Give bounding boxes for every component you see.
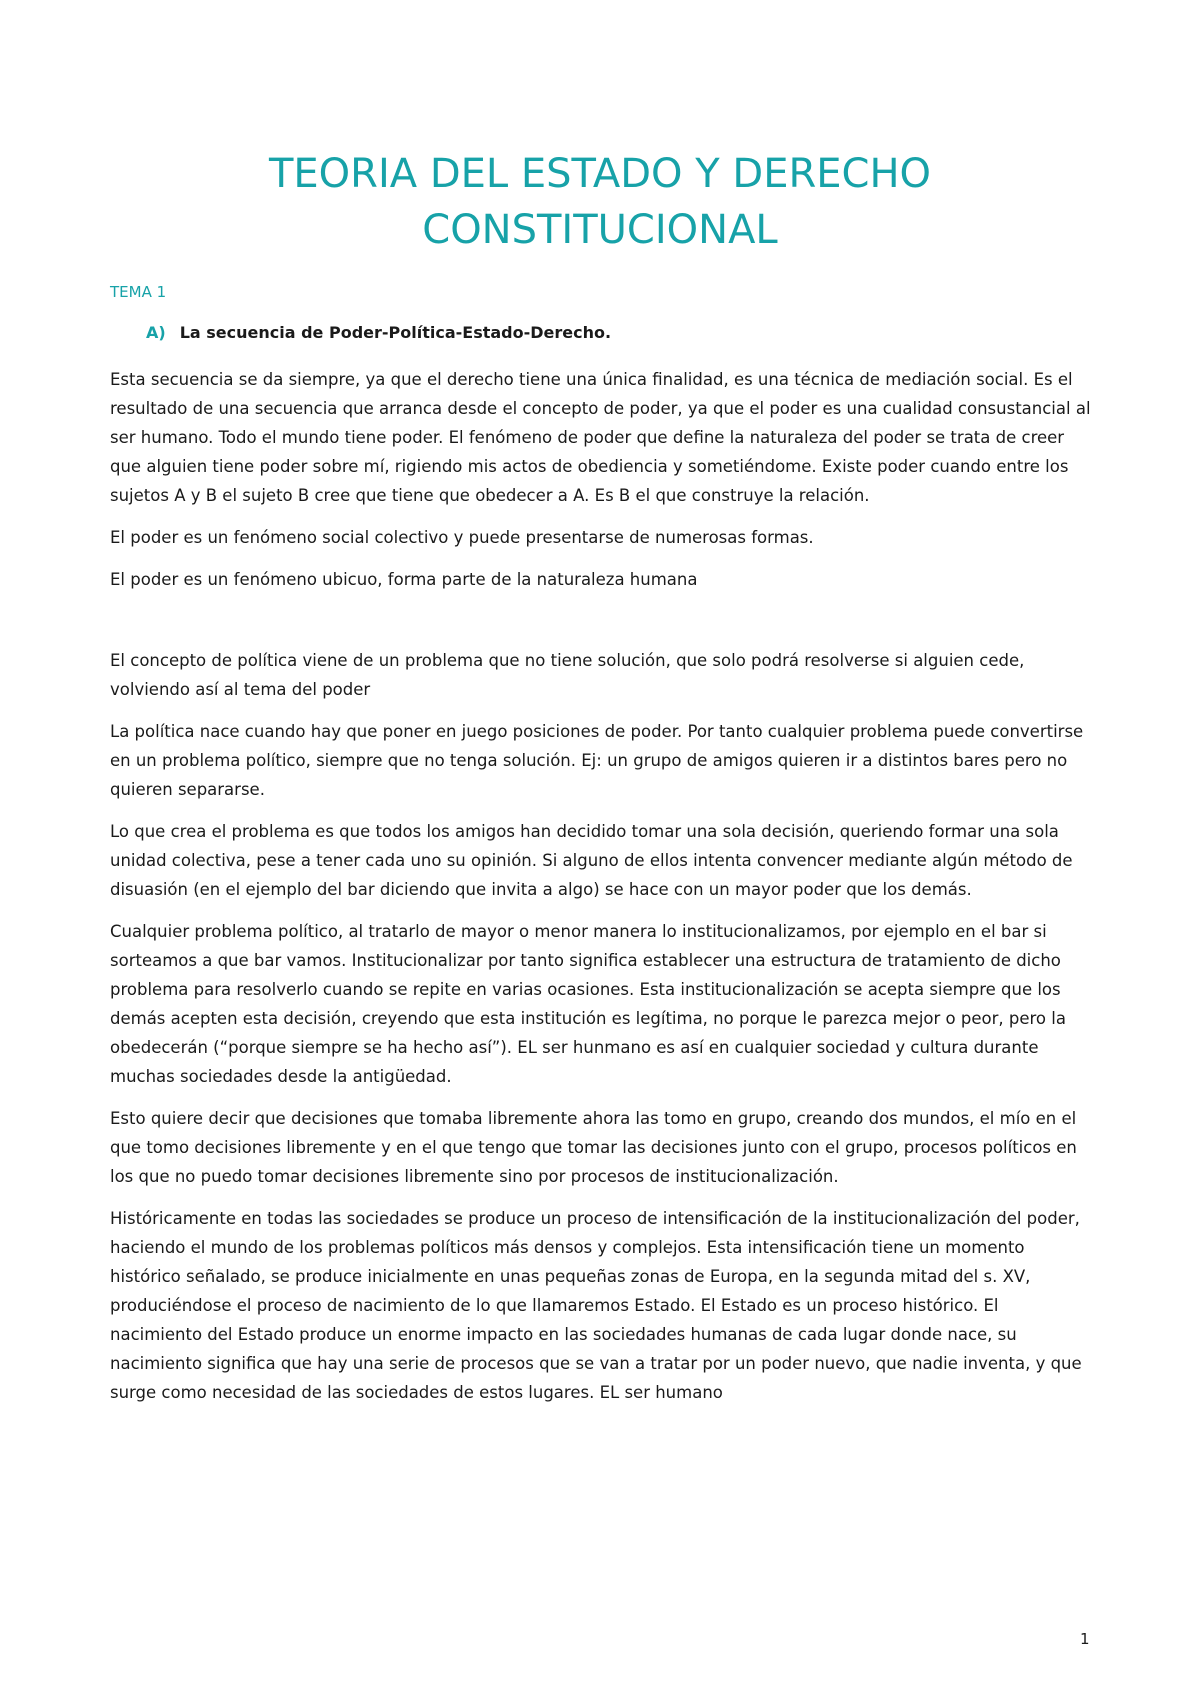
paragraph: El concepto de política viene de un problema que no tiene solución, que solo podrá resolverse si alguien cede, volviendo así al tema del poder [110,651,1025,699]
paragraph: Esto quiere decir que decisiones que tomaba libremente ahora las tomo en grupo, creando dos mundos, el mío en el que tomo decisiones libremente y en el que tengo que tomar las decisiones junto con el grupo, procesos políticos en los que no puedo tomar decisiones libremente sino por procesos de institucionalización. [110,1109,1077,1186]
paragraph: El poder es un fenómeno social colectivo y puede presentarse de numerosas formas. [110,528,814,547]
section-heading [146,323,611,342]
paragraph: Esta secuencia se da siempre, ya que el derecho tiene una única finalidad, es una técnica de mediación social. Es el resultado de una secuencia que arranca desde el concepto de poder, ya que el poder es una cualidad consustancial al ser humano. Todo el mundo tiene poder. El fenómeno de poder que define la naturaleza del poder se trata de creer que alguien tiene poder sobre mí, rigiendo mis actos de obediencia y sometiéndome. Existe poder cuando entre los sujetos A y B el sujeto B cree que tiene que obedecer a A. Es B el que construye la relación. [110,370,1091,505]
paragraph: Históricamente en todas las sociedades se produce un proceso de intensificación de la institucionalización del poder, haciendo el mundo de los problemas políticos más densos y complejos. Esta intensificación tiene un momento histórico señalado, se produce inicialmente en unas pequeñas zonas de Europa, en la segunda mitad del s. XV, produciéndose el proceso de nacimiento de lo que llamaremos Estado. El Estado es un proceso histórico. El nacimiento del Estado produce un enorme impacto en las sociedades humanas de cada lugar donde nace, su nacimiento significa que hay una serie de procesos que se van a tratar por un poder nuevo, que nadie inventa, y que surge como necesidad de las sociedades de estos lugares. EL ser humano [110,1209,1082,1402]
paragraph: Lo que crea el problema es que todos los amigos han decidido tomar una sola decisión, queriendo formar una sola unidad colectiva, pese a tener cada uno su opinión. Si alguno de ellos intenta convencer mediante algún método de disuasión (en el ejemplo del bar diciendo que invita a algo) se hace con un mayor poder que los demás. [110,822,1073,899]
title-line-2: CONSTITUCIONAL [422,207,778,253]
section-heading-text: La secuencia de Poder-Política-Estado-Derecho. [179,323,612,342]
paragraph: Cualquier problema político, al tratarlo de mayor o menor manera lo institucionalizamos, por ejemplo en el bar si sorteamos a que bar vamos. Institucionalizar por tanto significa establecer una estructura de tratamiento de dicho problema para resolverlo cuando se repite en varias ocasiones. Esta institucionalización se acepta siempre que los demás acepten esta decisión, creyendo que esta institución es legítima, no porque le parezca mejor o peor, pero la obedecerán (“porque siempre se ha hecho así”). EL ser hunmano es así en cualquier sociedad y cultura durante muchas sociedades desde la antigüedad. [110,922,1066,1086]
title-line-1: TEORIA DEL ESTADO Y DERECHO [268,151,932,197]
paragraph: El poder es un fenómeno ubicuo, forma parte de la naturaleza humana [110,570,698,589]
tema-label: TEMA 1 [110,283,167,301]
page-number: 1 [1080,1630,1090,1648]
section-letter: A) [146,323,166,342]
paragraph: La política nace cuando hay que poner en juego posiciones de poder. Por tanto cualquier problema puede convertirse en un problema político, siempre que no tenga solución. Ej: un grupo de amigos quieren ir a distintos bares pero no quieren separarse. [110,722,1084,799]
body-text [110,365,1095,1420]
document-title [0,146,1200,258]
